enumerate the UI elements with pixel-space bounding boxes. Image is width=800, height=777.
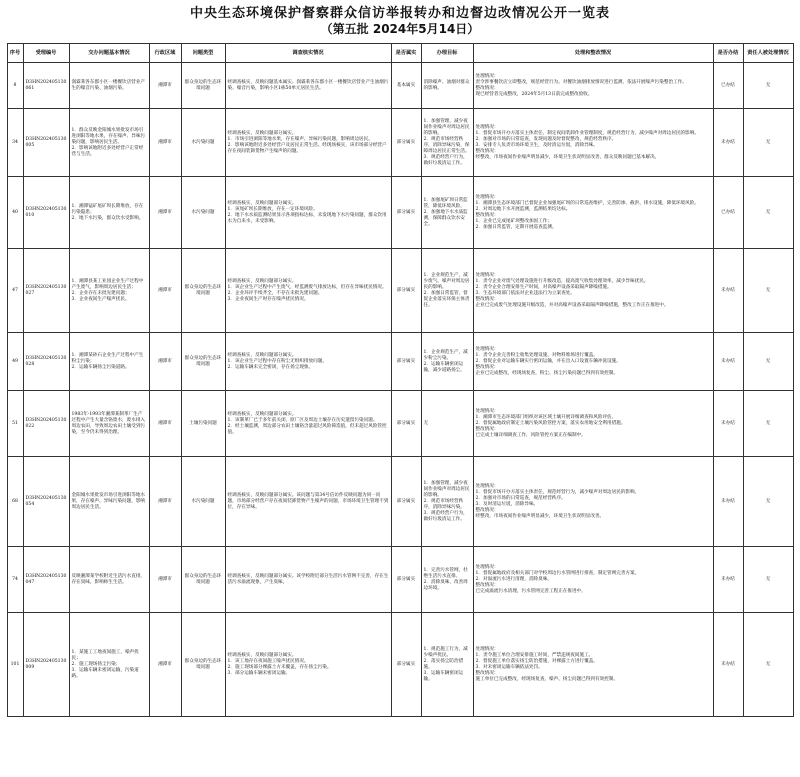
cell-text: 处理情况： 1．责令企业完善粉尘收集处理设施，对物料堆场进行覆盖。 2．督促企业对运输车辆实行密闭运输，并在出入口设置车辆冲洗设施。 整改情况： 企业已完成整改，经现场复查，粉尘、扬尘污染问题已得到有效控制。	[475, 346, 621, 376]
cell-person	[743, 333, 793, 391]
cell-text: 部分属实	[396, 498, 416, 504]
cell-text: 部分属实	[396, 209, 416, 215]
cell-handling	[473, 613, 713, 717]
table-row	[7, 391, 793, 457]
cell-text: 润霖莱各东郡小区一楼餐饮店营业产生的噪音污染、油烟污染。	[71, 79, 146, 91]
cell-truth	[391, 249, 421, 333]
cell-text: 无	[765, 576, 771, 582]
cell-text: 处理情况： 责令涉事餐饮店立即整改，规范经营行为。对餐饮油烟排放情况进行监测，依法开展噪声污染整治工作。 整改情况： 现已经营者完成整改，2024年5月13日前完成整改验收。	[475, 73, 687, 97]
cell-problem	[69, 391, 149, 457]
cell-text: D3HN202405130047	[25, 573, 67, 585]
cell-investigation	[225, 457, 391, 547]
cell-id	[23, 333, 69, 391]
cell-person	[743, 547, 793, 613]
cell-text: 群众身边的生态环境问题	[184, 79, 222, 91]
cell-text: 部分属实	[396, 661, 416, 667]
cell-person	[743, 391, 793, 457]
cell-text: 8	[13, 82, 17, 88]
cell-text: 74	[12, 576, 18, 582]
cell-handling	[473, 547, 713, 613]
cell-problem	[69, 63, 149, 109]
cell-problem	[69, 457, 149, 547]
cell-text: 1．企业规范生产，减少废气、噪声对周边居民的影响。 2．加强日常监管，督促企业落实环保主体责任。	[423, 272, 470, 308]
cell-done	[713, 333, 743, 391]
cell-no	[7, 249, 23, 333]
cell-text: 水污染问题	[191, 498, 215, 504]
cell-id	[23, 177, 69, 249]
cell-text: 1．规范施工行为，减少噪声扰民。 2．落实扬尘防治措施。 3．运输车辆密闭运输。	[423, 646, 468, 682]
cell-goal	[421, 391, 473, 457]
cell-truth	[391, 391, 421, 457]
cell-type	[181, 457, 225, 547]
cell-done	[713, 547, 743, 613]
table-header-row	[7, 44, 793, 63]
cell-text: 1．群众反映金阳城水果批发市场引进浏阳等地水果，存在噪声、异味污染问题，影响居民生活。 2．影响该地附近多处经营户正常经营与生活。	[71, 127, 146, 157]
cell-text: D3HN202405130009	[25, 658, 67, 670]
cell-type	[181, 333, 225, 391]
cell-investigation	[225, 249, 391, 333]
cell-investigation	[225, 547, 391, 613]
cell-handling	[473, 109, 713, 177]
column-header: 受理编号	[23, 44, 69, 63]
cell-text: 已办结	[721, 209, 735, 215]
cell-text: 群众身边的生态环境问题	[184, 284, 222, 296]
cell-text: 群众身边的生态环境问题	[184, 355, 222, 367]
cell-truth	[391, 613, 421, 717]
cell-text: 水污染问题	[191, 139, 215, 145]
column-header: 办理目标	[421, 44, 473, 63]
cell-text: 1983年-1993年湘潭某制革厂生产过程中产生大量含铬废水，废水排入周边农田，导致周边农田土壤受到污染，至今仍未得到治理。	[71, 411, 146, 435]
table-row	[7, 547, 793, 613]
cell-text: 反映湘潭某学校附近生活污水直排，存在臭味，影响师生生活。	[71, 573, 146, 585]
cell-text: 水污染问题	[191, 209, 215, 215]
cell-region	[149, 613, 181, 717]
cell-region	[149, 109, 181, 177]
cell-goal	[421, 249, 473, 333]
column-header: 行政区域	[149, 44, 181, 63]
cell-text: 部分属实	[396, 287, 416, 293]
column-header: 问题类型	[181, 44, 225, 63]
cell-person	[743, 613, 793, 717]
cell-investigation	[225, 109, 391, 177]
table-body	[7, 63, 793, 717]
cell-text: 无	[765, 498, 771, 504]
cell-problem	[69, 547, 149, 613]
cell-handling	[473, 391, 713, 457]
column-header: 交办问题基本情况	[69, 44, 149, 63]
cell-text: 101	[10, 661, 20, 667]
cell-id	[23, 249, 69, 333]
cell-region	[149, 249, 181, 333]
page-subtitle: （第五批 2024年5月14日）	[320, 22, 480, 36]
column-header: 是否属实	[391, 44, 421, 63]
cell-id	[23, 63, 69, 109]
cell-person	[743, 109, 793, 177]
cell-text: 土壤污染问题	[189, 420, 217, 426]
cell-investigation	[225, 391, 391, 457]
cell-done	[713, 391, 743, 457]
cell-region	[149, 333, 181, 391]
cell-no	[7, 109, 23, 177]
cell-done	[713, 249, 743, 333]
cell-done	[713, 613, 743, 717]
cell-no	[7, 613, 23, 717]
cell-text: 1．某施工工地夜间施工，噪声扰民； 2．施工现场扬尘污染； 3．运输车辆未密闭运输，污染道路。	[71, 649, 139, 679]
cell-text: 经调查核实，反映问题部分属实。该学校附近部分生活污水管网不完善，存在生活污水溢流现象，产生臭味。	[227, 573, 389, 585]
cell-handling	[473, 63, 713, 109]
cell-text: 1．加强管理，减少夜间作业噪声对周边居民的影响。 2．规范市场经营秩序，消除异味污染，保障周边居民正常生活。 3．规范经营户行为，做好垃圾清运工作。	[423, 118, 470, 166]
cell-person	[743, 249, 793, 333]
cell-text: 湘潭市	[158, 358, 172, 364]
cell-no	[7, 177, 23, 249]
disclosure-table	[7, 43, 794, 717]
cell-text: 经调查核实，反映问题基本属实。润霖莱各东郡小区一楼餐饮店营业产生油烟污染、噪音污染，影响小区1栋50单元居民生活。	[227, 79, 389, 91]
cell-text: 51	[12, 420, 18, 426]
table-row	[7, 63, 793, 109]
cell-text: 未办结	[721, 661, 735, 667]
cell-goal	[421, 63, 473, 109]
cell-text: 处理情况： 1．湘潭县生态环境部门已督促企业加强尾矿坝的日常巡查维护，完善防渗、截洪、排水设施，降低环境风险。 2．对周边地下水开展监测，监测结果均达标。 整改情况： 1．企业已完成尾矿坝整改加固工作； 2．加强日常监管，定期开展巡查监测。	[475, 194, 699, 230]
cell-text: 未办结	[721, 420, 735, 426]
cell-text: 无	[765, 139, 771, 145]
cell-text: 经调查核实，反映问题部分属实。 1．该企业生产过程中产生废气，经监测废气排放达标，但存在异味扰民情况。 2．企业环评手续齐全，不存在未批先建问题。 3．企业夜间生产时存在噪声扰民情况。	[227, 278, 387, 302]
cell-person	[743, 63, 793, 109]
cell-type	[181, 547, 225, 613]
cell-text: 部分属实	[396, 420, 416, 426]
cell-problem	[69, 613, 149, 717]
cell-investigation	[225, 613, 391, 717]
cell-handling	[473, 333, 713, 391]
cell-truth	[391, 109, 421, 177]
cell-problem	[69, 177, 149, 249]
cell-text: 未办结	[721, 287, 735, 293]
cell-done	[713, 177, 743, 249]
page	[5, 0, 795, 717]
cell-text: 49	[12, 358, 18, 364]
table-row	[7, 109, 793, 177]
cell-text: 无	[765, 661, 771, 667]
cell-text: 湘潭市	[158, 139, 172, 145]
cell-done	[713, 457, 743, 547]
cell-text: 未办结	[721, 139, 735, 145]
cell-type	[181, 391, 225, 457]
cell-text: 湘潭市	[158, 661, 172, 667]
cell-text: D3HN202405130061	[25, 79, 67, 91]
cell-text: 无	[765, 209, 771, 215]
cell-text: 1．湘潭县某工业园企业生产过程中产生废气，影响周边居民生活； 2．企业存在未批先建问题； 3．企业夜间生产噪声扰民。	[71, 278, 144, 302]
cell-goal	[421, 613, 473, 717]
cell-type	[181, 177, 225, 249]
table-row	[7, 177, 793, 249]
cell-text: 群众身边的生态环境问题	[184, 658, 222, 670]
table-row	[7, 457, 793, 547]
cell-text: 1．完善污水管网，杜绝生活污水直排。 2．消除臭味，改善周边环境。	[423, 567, 468, 591]
cell-text: 经调查核实，反映问题部分属实。 1．该工地存在夜间施工噪声扰民情况。 2．施工现场部分裸露土方未覆盖，存在扬尘污染。 3．部分运输车辆未密闭运输。	[227, 652, 332, 676]
cell-text: 1．湘潭某砂石企业生产过程中产生粉尘污染； 2．运输车辆扬尘污染道路。	[71, 352, 144, 370]
cell-id	[23, 547, 69, 613]
cell-text: 部分属实	[396, 139, 416, 145]
cell-region	[149, 457, 181, 547]
cell-text: 湘潭市	[158, 287, 172, 293]
cell-id	[23, 391, 69, 457]
cell-no	[7, 547, 23, 613]
cell-type	[181, 613, 225, 717]
cell-text: 湘潭市	[158, 209, 172, 215]
table-row	[7, 613, 793, 717]
cell-id	[23, 109, 69, 177]
cell-truth	[391, 333, 421, 391]
cell-text: D3HN202405130027	[25, 284, 67, 296]
cell-text: 金阳城水果批发市场引进浏阳等地水果，存在噪声、异味污染问题，影响周边居民生活。	[71, 492, 146, 510]
cell-text: 无	[765, 82, 771, 88]
cell-text: 处理情况： 1．责令企业对废气处理设施进行升级改造，提高废气收集处理效率，减少异味扰民。 2．责令企业合理安排生产时间，对高噪声设备采取隔声降噪措施。 3．生态环境部门依法对企业违法行为立案查处。 整改情况： 企业已完成废气处理设施升级改造，并对高噪声设备采取隔声降噪措施，整改工作正在推进中。	[475, 272, 669, 308]
cell-truth	[391, 457, 421, 547]
cell-text: 1．企业规范生产，减少粉尘污染。 2．运输车辆密闭运输，减少道路扬尘。	[423, 349, 468, 373]
cell-person	[743, 177, 793, 249]
cell-text: 处理情况： 1．责令施工单位合理安排施工时间，严禁违规夜间施工。 2．督促施工单位落实扬尘防治措施，对裸露土方进行覆盖。 3．对未密闭运输车辆依法处罚。 整改情况： 施工单位已完成整改，经现场复查，噪声、扬尘问题已得到有效控制。	[475, 646, 618, 682]
cell-no	[7, 391, 23, 457]
cell-done	[713, 63, 743, 109]
cell-goal	[421, 177, 473, 249]
column-header: 责任人被处理情况	[743, 44, 793, 63]
cell-goal	[421, 547, 473, 613]
cell-text: 无	[765, 358, 771, 364]
cell-handling	[473, 457, 713, 547]
cell-text: 经调查核实，反映问题部分属实。 1．该企业生产过程中存在粉尘无组织排放问题。 2．运输车辆未完全密闭，存在扬尘现象。	[227, 352, 327, 370]
cell-text: 处理情况： 1．督促市场开办方落实主体责任，制定夜间装卸作业管理制度，规范经营行为，减少噪声对周边居民的影响。 2．加强对市场的日常巡查，发现问题及时督促整改，规范经营秩序。 3．安排专人负责市场环境卫生，及时清运垃圾，消除异味。 整改情况： 经整改，市场夜间作业噪声明显减少，环境卫生状况明显改善，群众反映问题已基本解决。	[475, 124, 699, 160]
cell-text: 群众身边的生态环境问题	[184, 573, 222, 585]
cell-text: 未办结	[721, 498, 735, 504]
cell-text: 无	[765, 287, 771, 293]
cell-text: D3HN202405130005	[25, 136, 67, 148]
cell-text: 1．湘潭锰矿尾矿坝长期堆放，存在污染隐患； 2．地下水污染，群众饮水受影响。	[71, 203, 144, 221]
cell-problem	[69, 333, 149, 391]
cell-text: 经调查核实，反映问题部分属实。 1．该尾矿坝长期堆放，存在一定环境风险。 2．地下水水质监测结果显示各项指标达标，未发现地下水污染问题，群众饮用水为自来水，未受影响。	[227, 200, 387, 224]
cell-text: 经调查核实，反映问题部分属实。 1．该制革厂已于多年前关闭，原厂区及周边土壤存在历史遗留污染问题。 2．经土壤监测，周边部分农田土壤铬含量超过风险筛选值，但未超过风险管控值。	[227, 411, 387, 435]
cell-text: 1．加强尾矿坝日常监管，降低环境风险。 2．加强地下水水质监测，保障群众饮水安全。	[423, 197, 468, 227]
cell-goal	[421, 109, 473, 177]
cell-investigation	[225, 63, 391, 109]
cell-handling	[473, 177, 713, 249]
cell-text: 经调查核实，反映问题部分属实。该问题与第34号信访件反映问题为同一问题，市场部分经营户存在夜间装卸货物产生噪声的问题，市场环境卫生管理不到位，存在异味。	[227, 492, 389, 510]
cell-goal	[421, 333, 473, 391]
cell-no	[7, 63, 23, 109]
cell-text: 部分属实	[396, 358, 416, 364]
page-title: 中央生态环境保护督察群众信访举报转办和边督边改情况公开一览表	[189, 6, 610, 21]
column-header: 是否办结	[713, 44, 743, 63]
cell-text: 已办结	[721, 82, 735, 88]
cell-type	[181, 249, 225, 333]
cell-no	[7, 333, 23, 391]
cell-text: D3HN202405130010	[25, 206, 67, 218]
cell-region	[149, 547, 181, 613]
cell-text: 湘潭市	[158, 420, 172, 426]
table-row	[7, 333, 793, 391]
cell-text: 处理情况： 1．湘潭市生态环境部门组织对该区域土壤开展详细调查和风险评估。 2．督促属地政府制定土壤污染风险管控方案，落实农用地安全利用措施。 整改情况： 已完成土壤详细调查工作，风险管控方案正在编制中。	[475, 408, 626, 438]
cell-text: 未办结	[721, 358, 735, 364]
column-header: 调查核实情况	[225, 44, 391, 63]
cell-done	[713, 109, 743, 177]
cell-text: 34	[12, 139, 18, 145]
cell-problem	[69, 249, 149, 333]
cell-text: 基本属实	[396, 82, 416, 88]
cell-text: 未办结	[721, 576, 735, 582]
cell-problem	[69, 109, 149, 177]
cell-handling	[473, 249, 713, 333]
cell-text: 1．加强管理，减少夜间作业噪声对周边居民的影响。 2．规范市场经营秩序，消除异味污染。 3．规范经营户行为，做好垃圾清运工作。	[423, 480, 470, 522]
cell-text: 68	[12, 498, 18, 504]
cell-region	[149, 391, 181, 457]
cell-investigation	[225, 333, 391, 391]
cell-text: D3HN202405130022	[25, 417, 67, 429]
cell-text: 47	[12, 287, 18, 293]
cell-text: 无	[423, 420, 429, 426]
cell-id	[23, 457, 69, 547]
cell-goal	[421, 457, 473, 547]
cell-type	[181, 109, 225, 177]
cell-text: 经调查核实，反映问题部分属实。 1．市场引进浏阳等地水果，存在噪声、异味污染问题，影响周边居民。 2．影响该地附近多处经营户及居民正常生活。经现场核实，该市场部分经营户存在夜间装卸货物产生噪声的问题。	[227, 130, 387, 154]
cell-no	[7, 457, 23, 547]
cell-text: 处理情况： 1．督促属地政府及相关部门对学校周边污水管网进行排查，制定管网完善方案。 2．对溢流污水进行清理，消除臭味。 整改情况： 已完成溢流污水清理，污水管网完善工程正在推进中。	[475, 564, 640, 594]
cell-text: 无	[765, 420, 771, 426]
cell-truth	[391, 177, 421, 249]
cell-region	[149, 177, 181, 249]
cell-investigation	[225, 177, 391, 249]
column-header: 序号	[7, 44, 23, 63]
cell-text: 湘潭市	[158, 82, 172, 88]
cell-text: 部分属实	[396, 576, 416, 582]
cell-id	[23, 613, 69, 717]
table-row	[7, 249, 793, 333]
cell-person	[743, 457, 793, 547]
column-header: 处理和整改情况	[473, 44, 713, 63]
cell-text: 40	[12, 209, 18, 215]
cell-text: D3HN202405130054	[25, 495, 67, 507]
cell-text: 湘潭市	[158, 498, 172, 504]
cell-text: 湘潭市	[158, 576, 172, 582]
cell-truth	[391, 63, 421, 109]
cell-region	[149, 63, 181, 109]
cell-text: 消除噪声、油烟对群众的影响。	[423, 79, 470, 91]
cell-text: D3HN202405130028	[25, 355, 67, 367]
cell-text: 处理情况： 1．督促市场开办方落实主体责任，规范经营行为，减少噪声对周边居民的影响。 2．加强对市场的日常巡查，规范经营秩序。 3．及时清运垃圾，消除异味。 整改情况： 经整改，市场夜间作业噪声明显减少，环境卫生状况明显改善。	[475, 483, 640, 519]
cell-type	[181, 63, 225, 109]
cell-truth	[391, 547, 421, 613]
